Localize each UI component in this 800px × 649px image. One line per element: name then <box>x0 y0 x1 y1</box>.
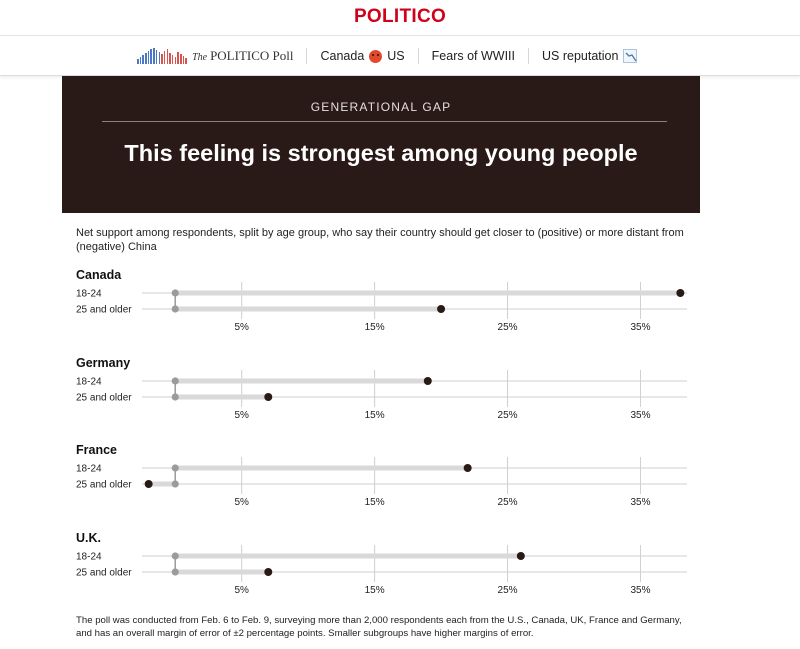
row-label: 18-24 <box>76 288 102 300</box>
x-tick-label: 5% <box>234 322 249 333</box>
poll-logo-bar <box>183 56 185 64</box>
x-tick-label: 35% <box>630 322 651 333</box>
panel-title: U.K. <box>76 531 101 545</box>
x-tick-label: 15% <box>364 410 385 421</box>
row-label: 25 and older <box>76 479 132 491</box>
nav-divider <box>306 48 307 64</box>
methodology-footnote: The poll was conducted from Feb. 6 to Feb. 9, surveying more than 2,000 respondents each from the U.S., Canada, UK, France and Germany, and has an overall margin of error of ±2 percentage points. Smaller subgroups have higher margins of error. <box>76 615 682 639</box>
x-tick-label: 5% <box>234 410 249 421</box>
value-dot <box>464 464 472 472</box>
value-bar <box>175 291 680 296</box>
nav-divider <box>528 48 529 64</box>
poll-prefix: The <box>192 52 208 63</box>
panel-title: Canada <box>76 268 122 282</box>
section-nav-items <box>137 36 637 76</box>
value-dot <box>517 552 525 560</box>
poll-logo-bar <box>161 54 163 64</box>
row-label: 18-24 <box>76 551 102 563</box>
x-tick-label: 25% <box>497 585 518 596</box>
poll-logo-bar <box>180 54 182 64</box>
value-dot <box>264 568 272 576</box>
banner-divider <box>102 121 667 122</box>
baseline-dot <box>172 377 179 384</box>
nav-divider <box>418 48 419 64</box>
poll-logo-bar <box>142 55 144 64</box>
value-bar <box>175 379 428 384</box>
nav-item-label: Canada <box>320 49 365 63</box>
poll-logo-bar <box>137 59 139 64</box>
baseline-dot <box>172 289 179 296</box>
poll-logo-text <box>192 48 293 64</box>
chart-panel-germany <box>76 356 691 426</box>
nav-item-label: US <box>387 49 405 63</box>
dot-range-chart <box>76 356 691 426</box>
chart-panel-france <box>76 443 691 513</box>
section-nav <box>0 36 800 76</box>
x-tick-label: 35% <box>630 585 651 596</box>
baseline-dot <box>172 568 179 575</box>
x-tick-label: 15% <box>364 585 385 596</box>
value-dot <box>676 289 684 297</box>
politico-logo[interactable]: POLITICO <box>353 6 447 27</box>
row-label: 18-24 <box>76 376 102 388</box>
site-header <box>0 0 800 36</box>
banner-kicker: GENERATIONAL GAP <box>310 100 452 114</box>
poll-logo-bar <box>185 58 187 64</box>
x-tick-label: 25% <box>497 322 518 333</box>
poll-bars-icon <box>137 48 188 64</box>
row-label: 25 and older <box>76 567 132 579</box>
panel-title: Germany <box>76 356 131 370</box>
chart-panel-canada <box>76 268 691 338</box>
poll-logo-bar <box>150 49 152 64</box>
politico-poll-link[interactable] <box>137 36 293 76</box>
poll-logo-bar <box>164 51 166 64</box>
x-tick-label: 15% <box>364 322 385 333</box>
chart-decreasing-icon <box>623 49 637 63</box>
value-dot <box>424 377 432 385</box>
value-dot <box>437 305 445 313</box>
poll-logo-bar <box>169 53 171 64</box>
value-dot <box>145 480 153 488</box>
x-tick-label: 35% <box>630 410 651 421</box>
x-tick-label: 35% <box>630 497 651 508</box>
x-tick-label: 5% <box>234 585 249 596</box>
poll-logo-bar <box>177 52 179 64</box>
poll-name: POLITICO Poll <box>210 48 294 63</box>
row-label: 25 and older <box>76 304 132 316</box>
baseline-dot <box>172 552 179 559</box>
baseline-dot <box>172 480 179 487</box>
nav-item-label: Fears of WWIII <box>431 49 515 63</box>
value-bar <box>175 554 521 559</box>
poll-logo-bar <box>145 53 147 64</box>
baseline-dot <box>172 393 179 400</box>
value-bar <box>175 570 268 575</box>
baseline-dot <box>172 464 179 471</box>
value-bar <box>175 466 467 471</box>
dot-range-chart <box>76 531 691 601</box>
nav-item-canada-us[interactable] <box>320 49 404 63</box>
poll-logo-bar <box>159 52 161 64</box>
nav-item-us-reputation[interactable] <box>542 49 637 63</box>
value-bar <box>175 307 441 312</box>
value-bar <box>175 395 268 400</box>
chart-subtitle: Net support among respondents, split by age group, who say their country should get closer to (positive) or more distant from (negative) China <box>76 227 684 253</box>
poll-logo-bar <box>172 55 174 64</box>
nav-item-fears-of-wwiii[interactable] <box>432 49 515 63</box>
x-tick-label: 15% <box>364 497 385 508</box>
nav-item-label: US reputation <box>542 49 619 63</box>
x-tick-label: 25% <box>497 410 518 421</box>
section-banner <box>62 76 700 213</box>
value-dot <box>264 393 272 401</box>
panel-title: France <box>76 443 117 457</box>
poll-logo-bar <box>167 49 169 64</box>
poll-logo-bar <box>175 57 177 64</box>
row-label: 18-24 <box>76 463 102 475</box>
x-tick-label: 5% <box>234 497 249 508</box>
poll-logo-bar <box>148 51 150 64</box>
row-label: 25 and older <box>76 392 132 404</box>
dot-range-chart <box>76 268 691 338</box>
baseline-dot <box>172 305 179 312</box>
dot-range-chart <box>76 443 691 513</box>
poll-logo-bar <box>153 48 155 64</box>
chart-panel-uk <box>76 531 691 601</box>
poll-logo-bar <box>156 50 158 64</box>
angry-face-icon <box>369 50 382 63</box>
poll-logo-bar <box>140 57 142 64</box>
banner-headline: This feeling is strongest among young people <box>124 140 638 166</box>
x-tick-label: 25% <box>497 497 518 508</box>
